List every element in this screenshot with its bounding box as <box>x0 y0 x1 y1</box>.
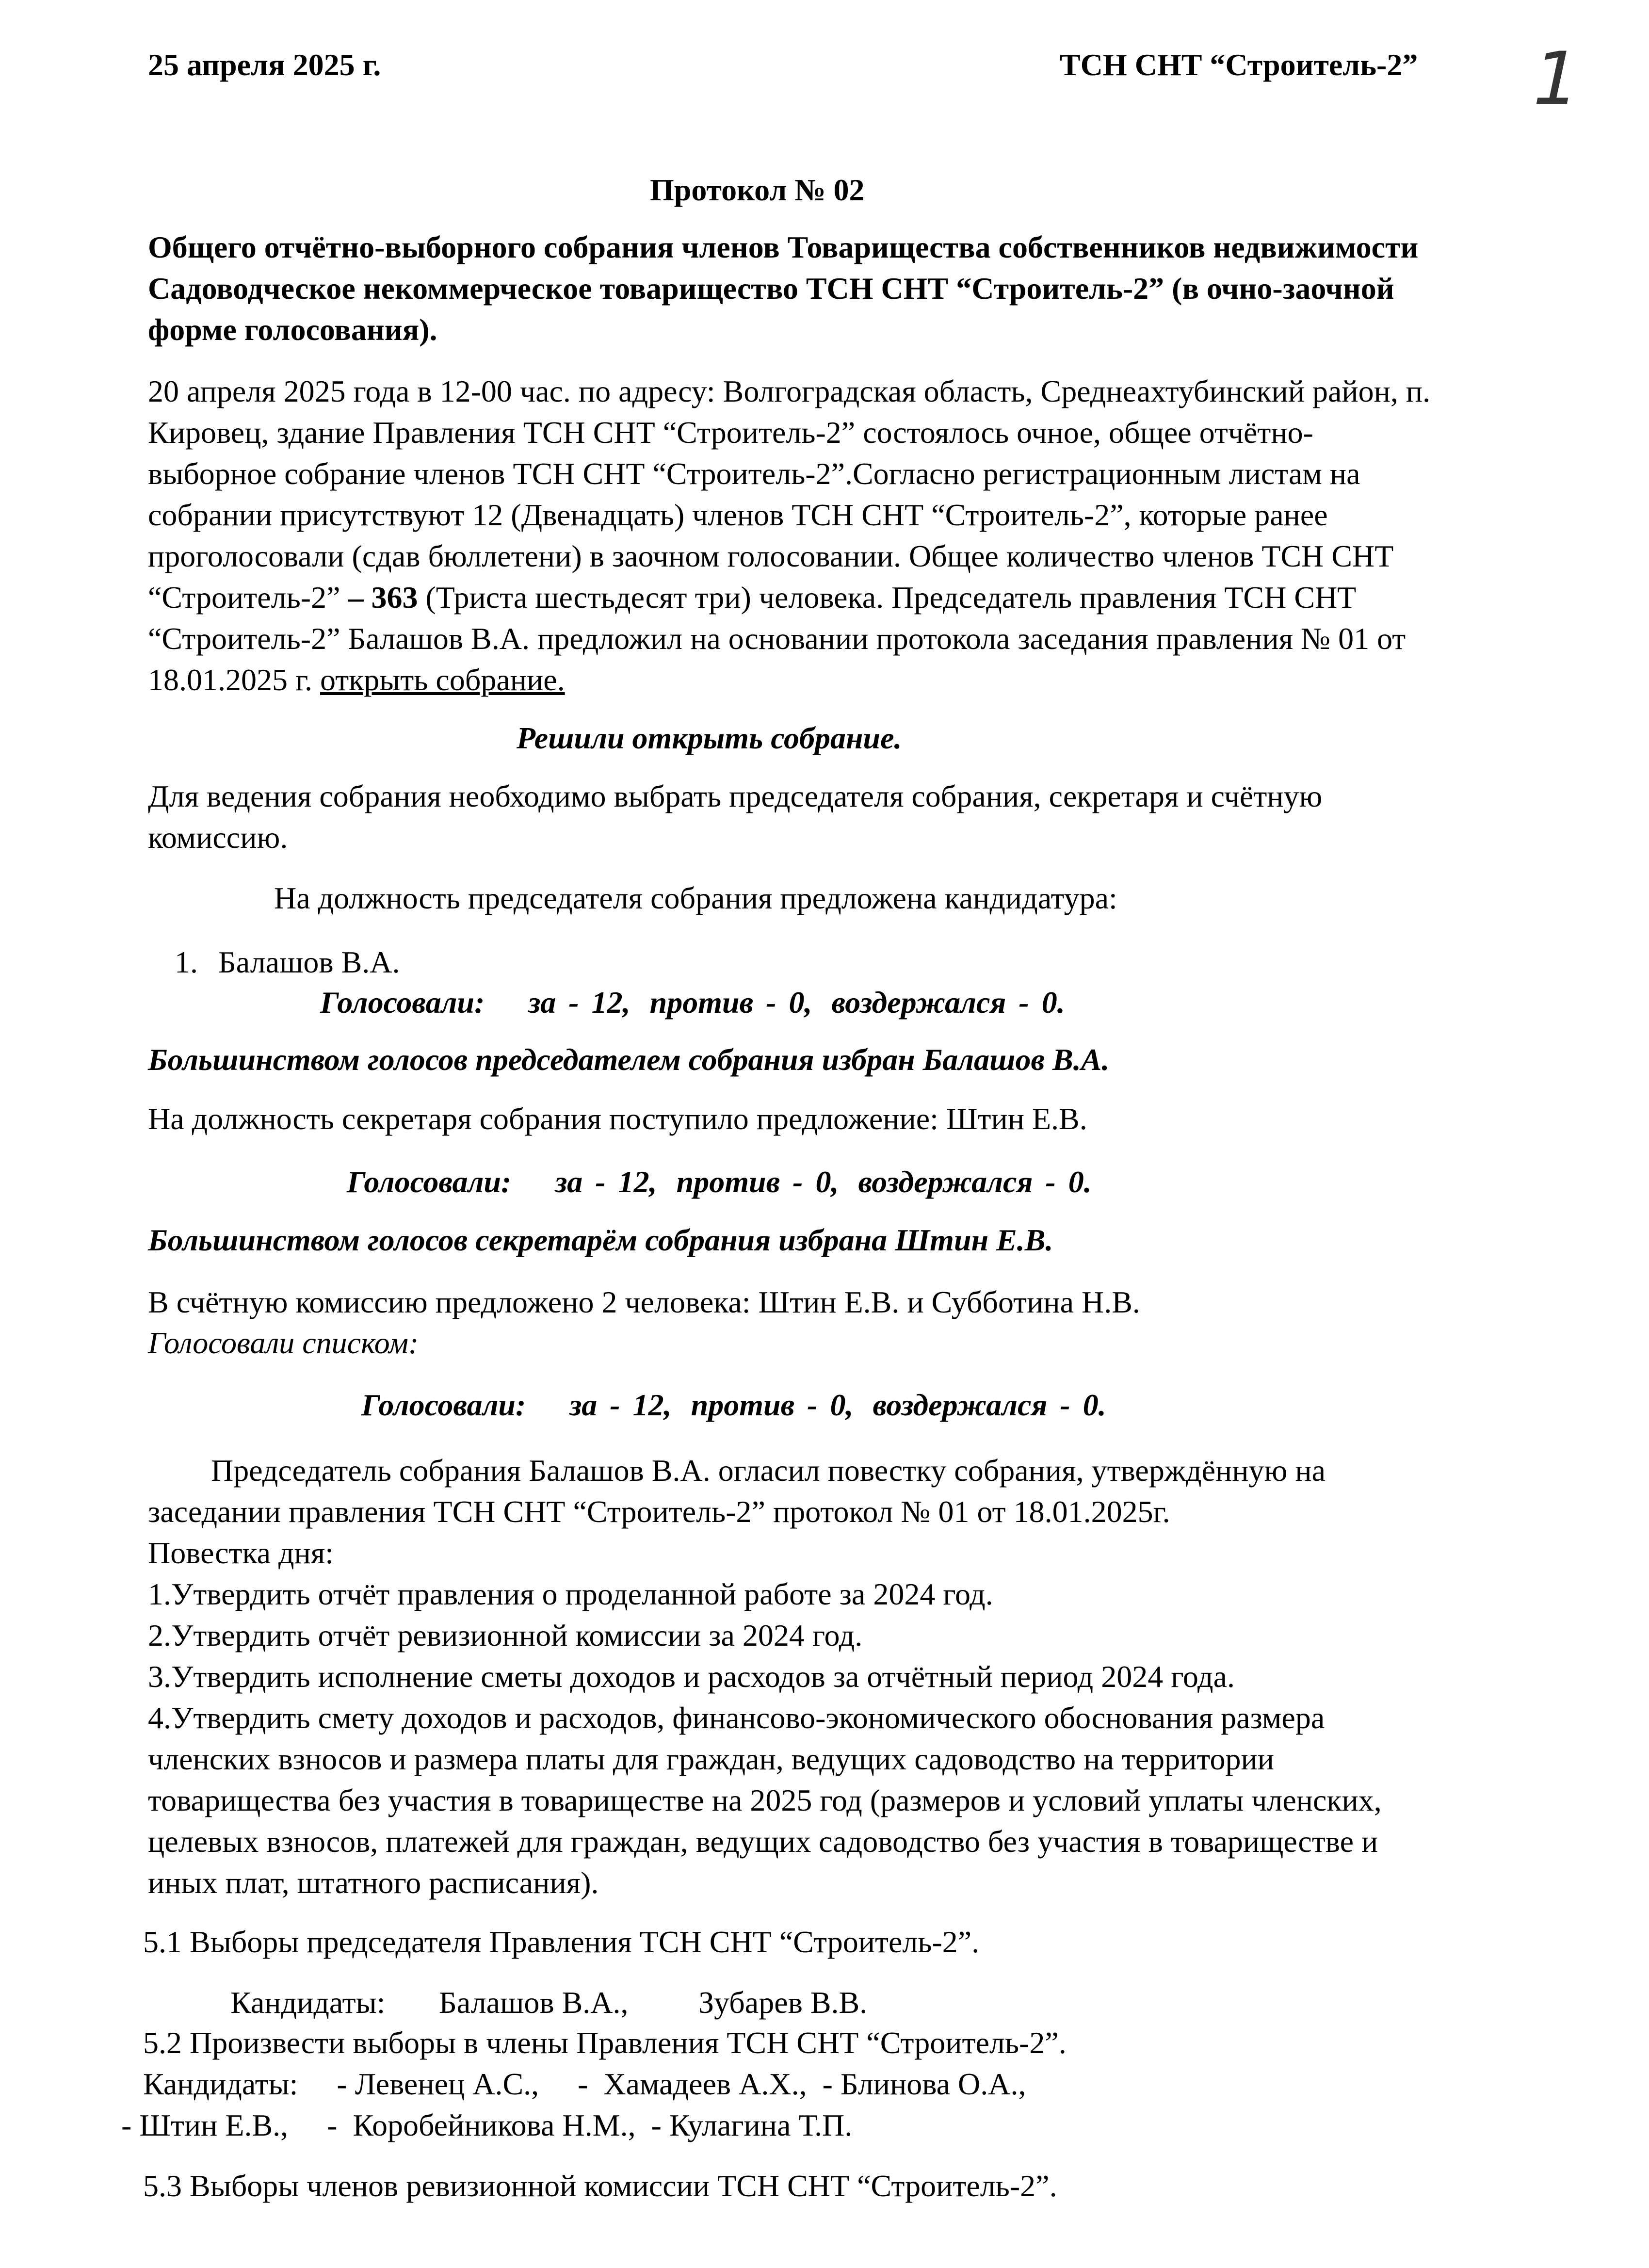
subtitle-line: Садоводческое некоммерческое товарищество ТСН СНТ “Строитель-2” (в очно-заочной <box>148 271 1394 306</box>
vote-against-value: 0, <box>815 1165 839 1199</box>
header-org: ТСН СНТ “Строитель-2” <box>1060 48 1418 82</box>
intro-text: 18.01.2025 г. <box>148 663 321 697</box>
subtitle-line: форме голосования). <box>148 312 437 347</box>
dash: - <box>1018 985 1029 1020</box>
secretary-result: Большинством голосов секретарём собрания избрана Штин Е.В. <box>148 1223 1053 1257</box>
vote-line <box>347 1162 1092 1202</box>
vote-abstain-label: воздержался <box>858 1165 1033 1199</box>
header-date: 25 апреля 2025 г. <box>148 48 381 82</box>
vote-for-value: 12, <box>618 1165 657 1199</box>
commission-list-vote: Голосовали списком: <box>148 1326 419 1360</box>
vote-against-label: против <box>649 985 754 1020</box>
vote-against-label: против <box>676 1165 780 1199</box>
intro-line: 20 апреля 2025 года в 12-00 час. по адресу: Волгоградская область, Среднеахтубинский район, п. <box>148 374 1431 408</box>
candidate: Зубарев В.В. <box>698 1985 868 2020</box>
candidate: Балашов В.А., <box>439 1985 629 2020</box>
vote-abstain-label: воздержался <box>831 985 1006 1020</box>
protocol-title: Протокол № 02 <box>650 173 865 207</box>
vote-abstain-value: 0. <box>1083 1388 1106 1422</box>
board-candidates-line: Кандидаты: - Левенец А.С., - Хамадеев А.Х., - Блинова О.А., <box>143 2067 1026 2101</box>
vote-label: Голосовали: <box>347 1165 512 1199</box>
agenda-item-5-2: 5.2 Произвести выборы в члены Правления ТСН СНТ “Строитель-2”. <box>143 2025 1067 2060</box>
vote-abstain-label: воздержался <box>873 1388 1048 1422</box>
dash: - <box>766 985 776 1020</box>
intro-line: проголосовали (сдав бюллетени) в заочном голосовании. Общее количество членов ТСН СНТ <box>148 539 1394 573</box>
intro-line <box>148 660 565 700</box>
vote-abstain-value: 0. <box>1068 1165 1092 1199</box>
agenda-item: целевых взносов, платежей для граждан, ведущих садоводство без участия в товариществе и <box>148 1824 1378 1859</box>
dash: - <box>595 1165 606 1199</box>
dash: - <box>568 985 579 1020</box>
vote-for-value: 12, <box>591 985 630 1020</box>
chair-result: Большинством голосов председателем собрания избран Балашов В.А. <box>148 1042 1110 1077</box>
agenda-item: иных плат, штатного расписания). <box>148 1865 599 1900</box>
vote-line <box>320 982 1065 1023</box>
election-intro-line: Для ведения собрания необходимо выбрать председателя собрания, секретаря и счётную <box>148 779 1323 813</box>
board-candidates-line: - Штин Е.В., - Коробейникова Н.М., - Кулагина Т.П. <box>121 2108 853 2142</box>
chair-proposal: На должность председателя собрания предложена кандидатура: <box>274 881 1117 915</box>
dash: - <box>807 1388 818 1422</box>
agenda-item: 3.Утвердить исполнение сметы доходов и расходов за отчётный период 2024 года. <box>148 1659 1235 1694</box>
agenda-item: 4.Утвердить смету доходов и расходов, финансово-экономического обоснования размера <box>148 1701 1325 1735</box>
vote-for-label: за <box>555 1165 583 1199</box>
subtitle-line: Общего отчётно-выборного собрания членов Товарищества собственников недвижимости <box>148 230 1419 264</box>
vote-against-value: 0, <box>830 1388 854 1422</box>
handwritten-page-number: 1 <box>1523 37 1588 121</box>
vote-against-label: против <box>691 1388 795 1422</box>
vote-label: Голосовали: <box>320 985 485 1020</box>
secretary-proposal: На должность секретаря собрания поступило предложение: Штин Е.В. <box>148 1102 1087 1136</box>
chair-candidate-num: 1. <box>175 945 198 979</box>
agenda-item-5-3: 5.3 Выборы членов ревизионной комиссии ТСН СНТ “Строитель-2”. <box>143 2169 1057 2203</box>
intro-line: Кировец, здание Правления ТСН СНТ “Строитель-2” состоялось очное, общее отчётно- <box>148 415 1313 450</box>
agenda-intro-line: Председатель собрания Балашов В.А. огласил повестку собрания, утверждённую на <box>211 1453 1326 1488</box>
vote-for-value: 12, <box>632 1388 672 1422</box>
chair-candidate: Балашов В.А. <box>218 945 400 979</box>
election-intro-line: комиссию. <box>148 820 288 855</box>
candidates-label: Кандидаты: <box>230 1985 386 2020</box>
intro-text: (Триста шестьдесят три) человека. Председатель правления ТСН СНТ <box>418 580 1357 615</box>
agenda-heading: Повестка дня: <box>148 1536 334 1570</box>
intro-line: выборное собрание членов ТСН СНТ “Строитель-2”.Согласно регистрационным листам на <box>148 456 1360 491</box>
vote-for-label: за <box>569 1388 598 1422</box>
agenda-intro-line: заседании правления ТСН СНТ “Строитель-2” протокол № 01 от 18.01.2025г. <box>148 1494 1170 1529</box>
agenda-item: членских взносов и размера платы для граждан, ведущих садоводство на территории <box>148 1742 1274 1776</box>
vote-for-label: за <box>528 985 556 1020</box>
agenda-item-5-1: 5.1 Выборы председателя Правления ТСН СНТ “Строитель-2”. <box>143 1925 980 1959</box>
member-count: – 363 <box>348 580 418 615</box>
dash: - <box>610 1388 620 1422</box>
vote-against-value: 0, <box>789 985 812 1020</box>
dash: - <box>1045 1165 1056 1199</box>
vote-label: Голосовали: <box>361 1388 526 1422</box>
intro-text: “Строитель-2” <box>148 580 348 615</box>
vote-line <box>361 1385 1106 1426</box>
dash: - <box>1060 1388 1070 1422</box>
dash: - <box>792 1165 803 1199</box>
vote-abstain-value: 0. <box>1041 985 1065 1020</box>
intro-line: “Строитель-2” Балашов В.А. предложил на основании протокола заседания правления № 01 от <box>148 621 1406 656</box>
decision-open: Решили открыть собрание. <box>517 721 902 755</box>
open-meeting-underlined: открыть собрание. <box>320 663 565 697</box>
agenda-item: 2.Утвердить отчёт ревизионной комиссии за 2024 год. <box>148 1618 863 1652</box>
commission-proposal: В счётную комиссию предложено 2 человека: Штин Е.В. и Субботина Н.В. <box>148 1285 1140 1319</box>
agenda-item: 1.Утвердить отчёт правления о проделанной работе за 2024 год. <box>148 1577 993 1611</box>
intro-line <box>148 577 1356 618</box>
agenda-item: товарищества без участия в товариществе на 2025 год (размеров и условий уплаты членских, <box>148 1783 1382 1817</box>
intro-line: собрании присутствуют 12 (Двенадцать) членов ТСН СНТ “Строитель-2”, которые ранее <box>148 498 1328 532</box>
